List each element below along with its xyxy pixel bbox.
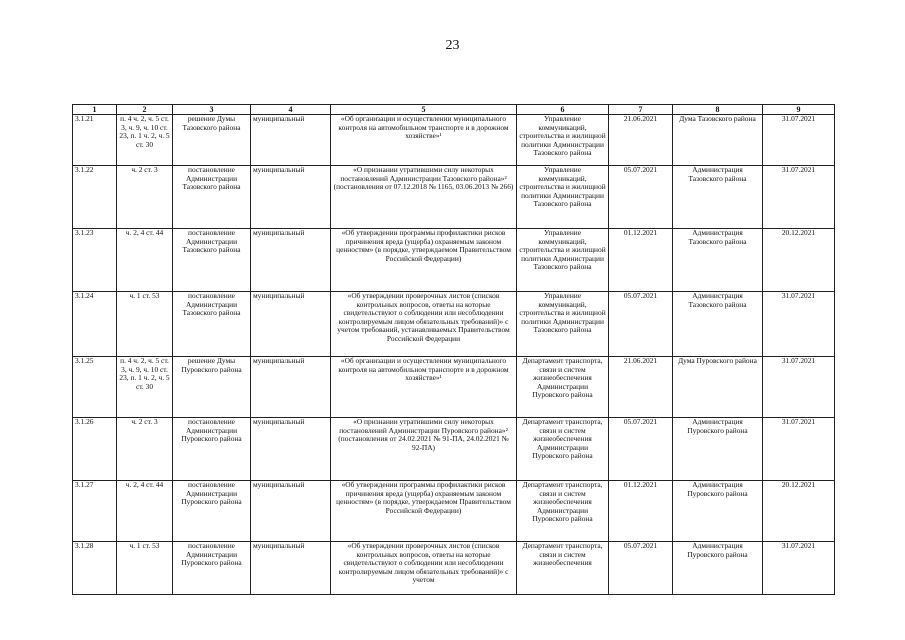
deadline: 31.07.2021 <box>763 166 835 229</box>
deadline: 31.07.2021 <box>763 357 835 418</box>
submission-date: 05.07.2021 <box>609 292 673 357</box>
act-title: «Об утверждении проверочных листов (списков контрольных вопросов, ответы на которые свидетельствуют о соблюдении или несоблюдении контролируемым лицом обязательных требований)» с учетом <box>331 542 517 595</box>
legal-reference: п. 4 ч. 2, ч. 5 ст. 3, ч. 9, ч. 10 ст. 23, п. 1 ч. 2, ч. 5 ст. 30 <box>117 115 173 166</box>
deadline: 20.12.2021 <box>763 481 835 542</box>
table-row <box>73 292 835 357</box>
table-row <box>73 229 835 292</box>
act-title: «Об организации и осуществлении муниципального контроля на автомобильном транспорте и в дорожном хозяйстве»¹ <box>331 357 517 418</box>
deadline: 31.07.2021 <box>763 115 835 166</box>
approver: Администрация Тазовского района <box>673 292 763 357</box>
legal-reference: п. 4 ч. 2, ч. 5 ст. 3, ч. 9, ч. 10 ст. 23, п. 1 ч. 2, ч. 5 ст. 30 <box>117 357 173 418</box>
approver: Администрация Тазовского района <box>673 229 763 292</box>
level: муниципальный <box>251 542 331 595</box>
col-header-7: 7 <box>609 105 673 115</box>
executor: Управление коммуникаций, строительства и жилищной политики Администрации Тазовского района <box>517 229 609 292</box>
table-row <box>73 481 835 542</box>
executor: Департамент транспорта, связи и систем жизнеобеспечения Администрации Пуровского района <box>517 481 609 542</box>
legal-reference: ч. 1 ст. 53 <box>117 542 173 595</box>
executor: Департамент транспорта, связи и систем жизнеобеспечения <box>517 542 609 595</box>
level: муниципальный <box>251 418 331 481</box>
row-number: 3.1.24 <box>73 292 117 357</box>
legal-reference: ч. 2, 4 ст. 44 <box>117 481 173 542</box>
executor: Департамент транспорта, связи и систем жизнеобеспечения Администрации Пуровского района <box>517 418 609 481</box>
act-type: постановление Администрации Пуровского района <box>173 418 251 481</box>
page-number: 23 <box>445 38 460 53</box>
header-row <box>73 105 835 115</box>
col-header-9: 9 <box>763 105 835 115</box>
approver: Администрация Пуровского района <box>673 481 763 542</box>
level: муниципальный <box>251 481 331 542</box>
col-header-6: 6 <box>517 105 609 115</box>
act-type: постановление Администрации Пуровского района <box>173 481 251 542</box>
legal-reference: ч. 2, 4 ст. 44 <box>117 229 173 292</box>
row-number: 3.1.28 <box>73 542 117 595</box>
col-header-4: 4 <box>251 105 331 115</box>
submission-date: 21.06.2021 <box>609 357 673 418</box>
act-title: «О признании утратившими силу некоторых постановлений Администрации Пуровского района»² (постановления от 24.02.2021 № 91-ПА, 24.02.2021 № 92-ПА) <box>331 418 517 481</box>
submission-date: 05.07.2021 <box>609 166 673 229</box>
act-type: постановление Администрации Тазовского района <box>173 229 251 292</box>
table-row <box>73 166 835 229</box>
act-type: постановление Администрации Тазовского района <box>173 292 251 357</box>
level: муниципальный <box>251 166 331 229</box>
table-row <box>73 418 835 481</box>
executor: Управление коммуникаций, строительства и жилищной политики Администрации Тазовского района <box>517 292 609 357</box>
level: муниципальный <box>251 357 331 418</box>
deadline: 31.07.2021 <box>763 542 835 595</box>
table-row <box>73 542 835 595</box>
act-type: постановление Администрации Пуровского района <box>173 542 251 595</box>
act-title: «Об организации и осуществлении муниципального контроля на автомобильном транспорте и в дорожном хозяйстве»¹ <box>331 115 517 166</box>
legal-reference: ч. 1 ст. 53 <box>117 292 173 357</box>
table-row <box>73 357 835 418</box>
act-type: постановление Администрации Тазовского района <box>173 166 251 229</box>
table-row <box>73 115 835 166</box>
submission-date: 05.07.2021 <box>609 418 673 481</box>
act-type: решение Думы Пуровского района <box>173 357 251 418</box>
act-title: «Об утверждении программы профилактики рисков причинения вреда (ущерба) охраняемым законом ценностям» (в порядке, утверждаемом Правительством Российской Федерации) <box>331 481 517 542</box>
act-title: «Об утверждении программы профилактики рисков причинения вреда (ущерба) охраняемым законом ценностям» (в порядке, утверждаемом Правительством Российской Федерации) <box>331 229 517 292</box>
act-title: «Об утверждении проверочных листов (списков контрольных вопросов, ответы на которые свидетельствуют о соблюдении или несоблюдении контролируемым лицом обязательных требований)» с учетом требований, устанавливаемых Правительством Российской Федерации <box>331 292 517 357</box>
approver: Администрация Тазовского района <box>673 166 763 229</box>
col-header-2: 2 <box>117 105 173 115</box>
approver: Дума Тазовского района <box>673 115 763 166</box>
deadline: 31.07.2021 <box>763 292 835 357</box>
deadline: 31.07.2021 <box>763 418 835 481</box>
row-number: 3.1.25 <box>73 357 117 418</box>
level: муниципальный <box>251 292 331 357</box>
legal-reference: ч. 2 ст. 3 <box>117 418 173 481</box>
row-number: 3.1.27 <box>73 481 117 542</box>
level: муниципальный <box>251 229 331 292</box>
submission-date: 01.12.2021 <box>609 481 673 542</box>
approver: Администрация Пуровского района <box>673 542 763 595</box>
act-type: решение Думы Тазовского района <box>173 115 251 166</box>
col-header-8: 8 <box>673 105 763 115</box>
row-number: 3.1.21 <box>73 115 117 166</box>
regulation-table <box>72 104 835 595</box>
approver: Администрация Пуровского района <box>673 418 763 481</box>
submission-date: 21.06.2021 <box>609 115 673 166</box>
col-header-5: 5 <box>331 105 517 115</box>
executor: Управление коммуникаций, строительства и жилищной политики Администрации Тазовского района <box>517 166 609 229</box>
submission-date: 05.07.2021 <box>609 542 673 595</box>
row-number: 3.1.22 <box>73 166 117 229</box>
executor: Департамент транспорта, связи и систем жизнеобеспечения Администрации Пуровского района <box>517 357 609 418</box>
act-title: «О признании утратившими силу некоторых постановлений Администрации Тазовского района»² (постановления от 07.12.2018 № 1165, 03.06.2013 № 266) <box>331 166 517 229</box>
deadline: 20.12.2021 <box>763 229 835 292</box>
col-header-1: 1 <box>73 105 117 115</box>
submission-date: 01.12.2021 <box>609 229 673 292</box>
legal-reference: ч. 2 ст. 3 <box>117 166 173 229</box>
level: муниципальный <box>251 115 331 166</box>
executor: Управление коммуникаций, строительства и жилищной политики Администрации Тазовского района <box>517 115 609 166</box>
row-number: 3.1.23 <box>73 229 117 292</box>
row-number: 3.1.26 <box>73 418 117 481</box>
col-header-3: 3 <box>173 105 251 115</box>
approver: Дума Пуровского района <box>673 357 763 418</box>
